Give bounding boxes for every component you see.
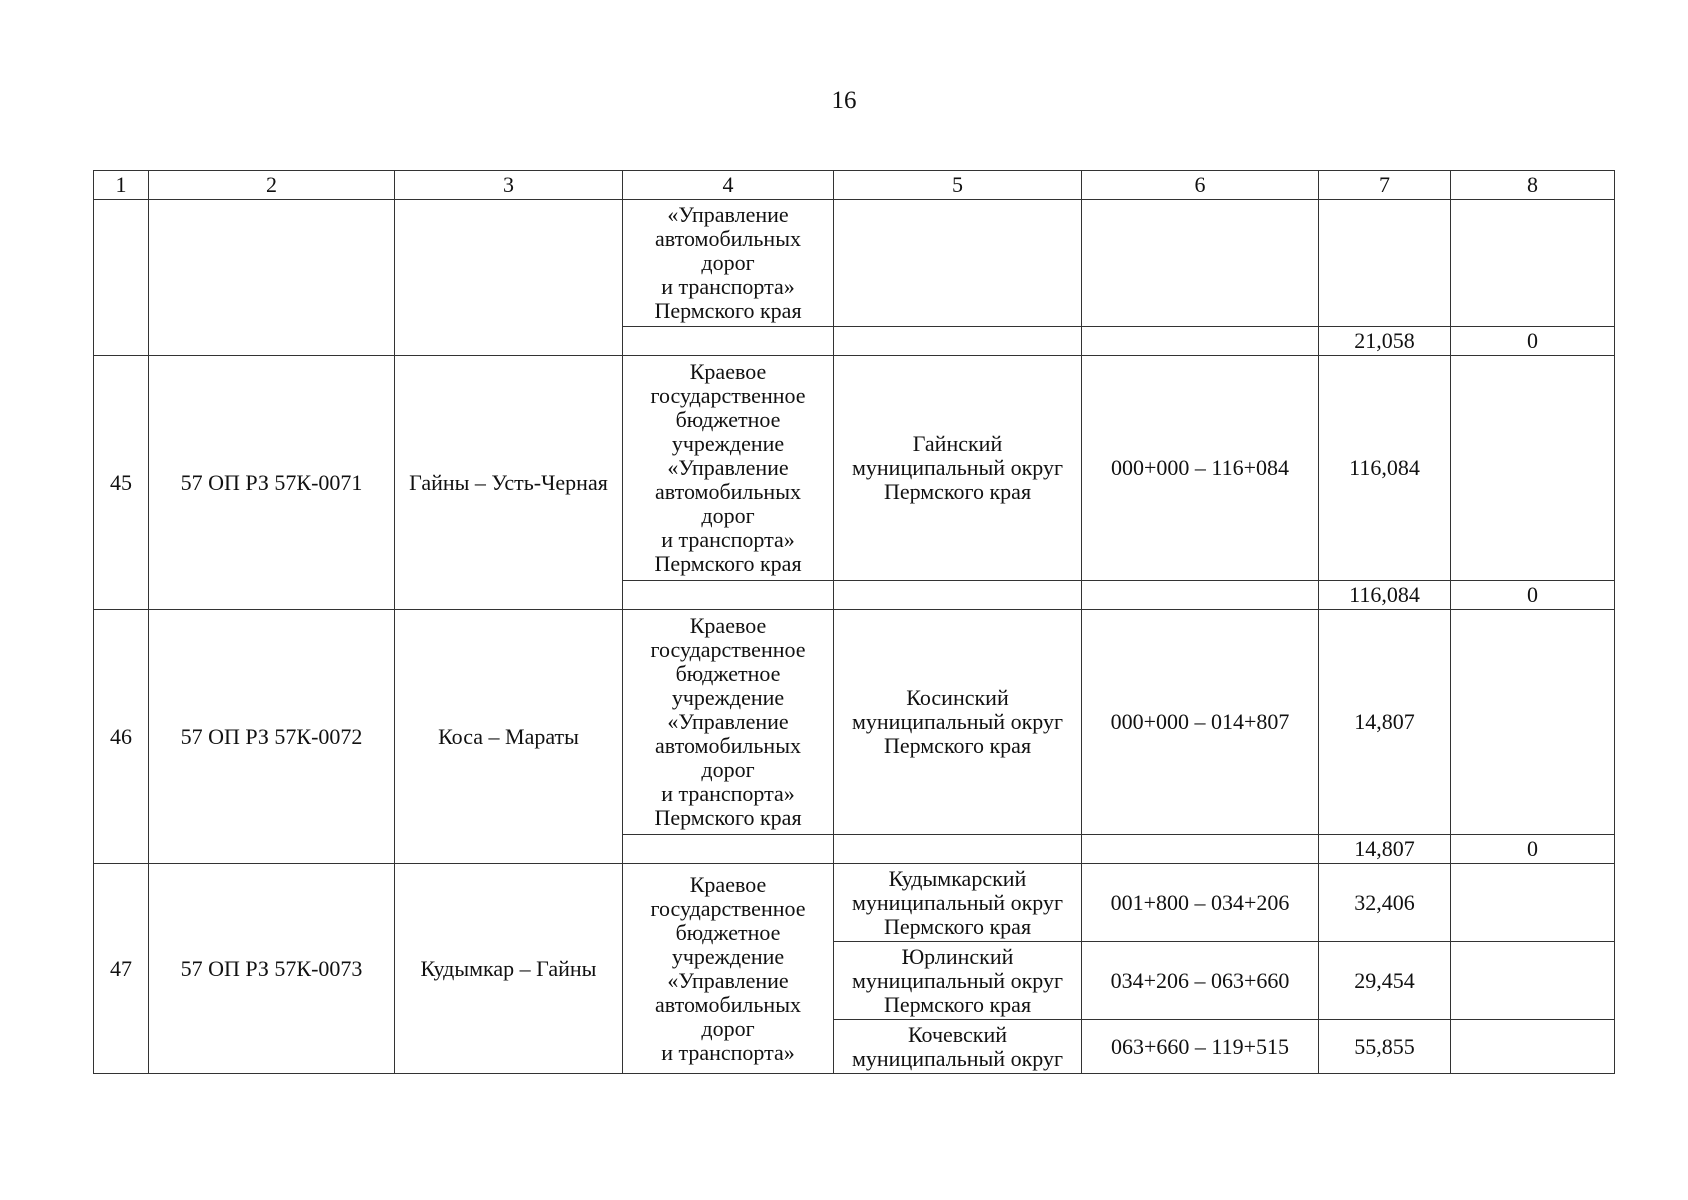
- road-id: 57 ОП РЗ 57К-0072: [149, 610, 395, 864]
- table-row: [94, 864, 1615, 942]
- municipality-cell: [834, 581, 1082, 610]
- municipality-cell: Гайнский муниципальный округ Пермского края: [834, 356, 1082, 581]
- length-cell: 55,855: [1319, 1020, 1451, 1074]
- municipality-cell: [834, 835, 1082, 864]
- column-number: 5: [834, 171, 1082, 200]
- range-cell: [1082, 200, 1319, 327]
- municipality-cell: Кочевский муниципальный округ: [834, 1020, 1082, 1074]
- road-name: Коса – Мараты: [395, 610, 623, 864]
- range-cell: [1082, 327, 1319, 356]
- municipality-cell: [834, 327, 1082, 356]
- range-cell: 063+660 – 119+515: [1082, 1020, 1319, 1074]
- row-number: [94, 200, 149, 356]
- length-cell: 14,807: [1319, 610, 1451, 835]
- table-row: [94, 610, 1615, 835]
- range-cell: 034+206 – 063+660: [1082, 942, 1319, 1020]
- municipality-cell: Косинский муниципальный округ Пермского края: [834, 610, 1082, 835]
- length-cell: 116,084: [1319, 356, 1451, 581]
- total-length: 14,807: [1319, 835, 1451, 864]
- total-length: 116,084: [1319, 581, 1451, 610]
- road-id: [149, 200, 395, 356]
- col8-cell: [1451, 356, 1615, 581]
- road-id: 57 ОП РЗ 57К-0073: [149, 864, 395, 1074]
- total-col8: 0: [1451, 581, 1615, 610]
- page-number: 16: [831, 87, 857, 114]
- range-cell: [1082, 581, 1319, 610]
- row-number: 47: [94, 864, 149, 1074]
- column-number: 8: [1451, 171, 1615, 200]
- col8-cell: [1451, 1020, 1615, 1074]
- range-cell: 001+800 – 034+206: [1082, 864, 1319, 942]
- roads-table: [93, 170, 1615, 1074]
- col8-cell: [1451, 610, 1615, 835]
- length-cell: [1319, 200, 1451, 327]
- column-number: 4: [623, 171, 834, 200]
- municipality-cell: [834, 200, 1082, 327]
- range-cell: [1082, 835, 1319, 864]
- range-cell: 000+000 – 014+807: [1082, 610, 1319, 835]
- table-row: [94, 356, 1615, 581]
- owner-cell: [623, 581, 834, 610]
- length-cell: 29,454: [1319, 942, 1451, 1020]
- owner-cell: «Управление автомобильных дорог и транспорта» Пермского края: [623, 200, 834, 327]
- col8-cell: [1451, 864, 1615, 942]
- road-name: [395, 200, 623, 356]
- row-number: 45: [94, 356, 149, 610]
- column-number: 2: [149, 171, 395, 200]
- road-id: 57 ОП РЗ 57К-0071: [149, 356, 395, 610]
- owner-cell: Краевое государственное бюджетное учреждение «Управление автомобильных дорог и транспорта» Пермского края: [623, 610, 834, 835]
- total-col8: 0: [1451, 327, 1615, 356]
- owner-cell: [623, 327, 834, 356]
- road-name: Гайны – Усть-Черная: [395, 356, 623, 610]
- length-cell: 32,406: [1319, 864, 1451, 942]
- municipality-cell: Юрлинский муниципальный округ Пермского края: [834, 942, 1082, 1020]
- column-number: 6: [1082, 171, 1319, 200]
- owner-cell: Краевое государственное бюджетное учреждение «Управление автомобильных дорог и транспорта» Пермского края: [623, 356, 834, 581]
- total-length: 21,058: [1319, 327, 1451, 356]
- road-name: Кудымкар – Гайны: [395, 864, 623, 1074]
- column-number-row: [94, 171, 1615, 200]
- row-number: 46: [94, 610, 149, 864]
- column-number: 1: [94, 171, 149, 200]
- owner-cell: [623, 835, 834, 864]
- owner-cell: Краевое государственное бюджетное учреждение «Управление автомобильных дорог и транспорта»: [623, 864, 834, 1074]
- col8-cell: [1451, 942, 1615, 1020]
- municipality-cell: Кудымкарский муниципальный округ Пермского края: [834, 864, 1082, 942]
- col8-cell: [1451, 200, 1615, 327]
- column-number: 7: [1319, 171, 1451, 200]
- total-col8: 0: [1451, 835, 1615, 864]
- range-cell: 000+000 – 116+084: [1082, 356, 1319, 581]
- column-number: 3: [395, 171, 623, 200]
- table-row: [94, 200, 1615, 327]
